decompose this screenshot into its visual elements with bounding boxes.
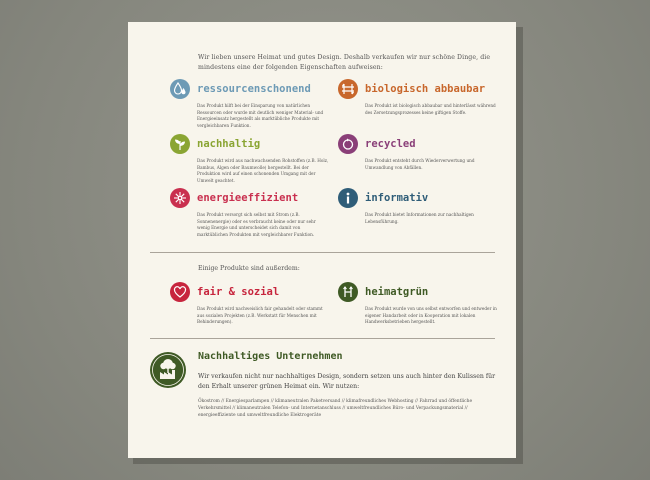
property-title: recycled	[365, 138, 416, 150]
sun-icon	[170, 188, 190, 208]
company-measures-list: Ökostrom // Energiesparlampen // klimaneutralen Paketversand // klimafreundliches Webhosting // Fahrrad und öffentliche Verkehrsmittel // klimaneutralen Telefon- und Internetanschluss // umweltfreundliches Büro- und Verpackungsmaterial // energieeffiziente und umweltfreundliche Elektrogeräte	[198, 399, 473, 418]
property-description: Das Produkt entsteht durch Wiederverwertung und Umwandlung von Abfällen.	[365, 158, 475, 170]
section-divider	[150, 338, 495, 339]
property-title: heimatgrün	[365, 286, 429, 298]
heimat-h-icon	[338, 282, 358, 302]
property-description: Das Produkt bietet Informationen zur nachhaltigen Lebensführung.	[365, 212, 474, 224]
company-title: Nachhaltiges Unternehmen	[198, 351, 343, 362]
property-title: energieeffizient	[197, 192, 299, 204]
property-description: Das Produkt hilft bei der Einsparung von natürlichen Ressourcen oder wurde mit deutlich weniger Material- und Energieeinsatz hergestellt als marktübliche Produkte mit vergleichbaren Funktion.	[197, 103, 324, 128]
intro-text: Wir lieben unsere Heimat und gutes Design. Deshalb verkaufen wir nur schöne Dinge, die mindestens eine der folgenden Eigenschaften aufweisen:	[198, 54, 491, 71]
property-title: ressourcenschonend	[197, 83, 311, 95]
property-title: fair & sozial	[197, 286, 280, 298]
property-description: Das Produkt wird nachweislich fair gehandelt oder stammt aus sozialen Projekten (z.B. Werkstatt für Menschen mit Behinderungen).	[197, 306, 323, 325]
property-description: Das Produkt versorgt sich selbst mit Strom (z.B. Sonnenenergie) oder es verbraucht keine oder nur sehr wenig Energie und unterscheidet sich damit von marktüblichen Produkten mit vergleichbarer Funktion.	[197, 212, 316, 237]
company-text: Wir verkaufen nicht nur nachhaltiges Design, sondern setzen uns auch hinter den Kulissen für den Erhalt unserer grünen Heimat ein. Wir nutzen:	[198, 373, 496, 390]
property-title: nachhaltig	[197, 138, 261, 150]
section-divider	[150, 252, 495, 253]
also-label: Einige Produkte sind außerdem:	[198, 265, 300, 272]
heart-icon	[170, 282, 190, 302]
water-drops-icon	[170, 79, 190, 99]
info-icon	[338, 188, 358, 208]
property-description: Das Produkt wurde von uns selbst entworfen und entweder in eigener Handarbeit oder in Kooperation mit lokalen Handwerksbetrieben hergestellt.	[365, 306, 497, 325]
recycle-arrows-icon	[338, 79, 358, 99]
recycle-circle-icon	[338, 134, 358, 154]
property-description: Das Produkt wird aus nachwachsenden Rohstoffen (z.B. Holz, Bambus, Algen oder Baumwolle) hergestellt. Bei der Produktion wird auf einen schonenden Umgang mit der Umwelt geachtet.	[197, 158, 329, 183]
leaf-icon	[170, 134, 190, 154]
property-title: informativ	[365, 192, 429, 204]
property-description: Das Produkt ist biologisch abbaubar und hinterlässt während des Zersetzungsprozesses keine giftigen Stoffe.	[365, 103, 496, 115]
green-factory-tree-icon	[150, 352, 186, 388]
info-sheet	[128, 22, 516, 458]
property-title: biologisch abbaubar	[365, 83, 486, 95]
